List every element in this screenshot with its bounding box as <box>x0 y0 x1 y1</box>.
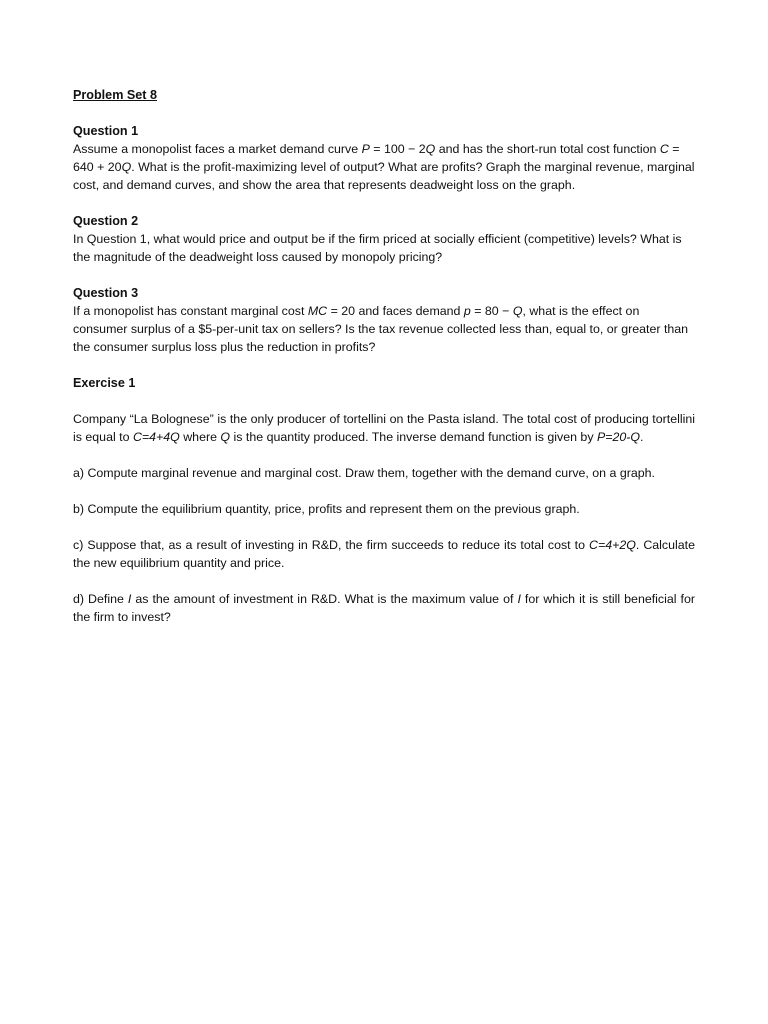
exercise-1-heading: Exercise 1 <box>73 376 136 390</box>
question-1-text: Assume a monopolist faces a market demand curve P = 100 − 2Q and has the short-run total cost function C = 640 + 20Q. What is the profit-maximizing level of output? What are profits? Graph the marginal revenue, marginal cost, and demand curves, and show the area that represents deadweight loss on the graph. <box>73 142 695 192</box>
document-title: Problem Set 8 <box>73 88 157 102</box>
exercise-1-intro: Company “La Bolognese” is the only producer of tortellini on the Pasta island. The total cost of producing tortellini is equal to C=4+4Q where Q is the quantity produced. The inverse demand function is given by P=20-Q. <box>73 412 695 444</box>
question-3-heading: Question 3 <box>73 286 139 300</box>
exercise-1-part-a: a) Compute marginal revenue and marginal cost. Draw them, together with the demand curve, on a graph. <box>73 466 655 480</box>
exercise-1-part-d: d) Define I as the amount of investment in R&D. What is the maximum value of I for which it is still beneficial for the firm to invest? <box>73 592 695 624</box>
exercise-1-part-b: b) Compute the equilibrium quantity, price, profits and represent them on the previous graph. <box>73 502 580 516</box>
document-page <box>73 86 695 644</box>
question-2-text: In Question 1, what would price and output be if the firm priced at socially efficient (competitive) levels? What is the magnitude of the deadweight loss caused by monopoly pricing? <box>73 232 682 264</box>
question-2-heading: Question 2 <box>73 214 139 228</box>
question-1-heading: Question 1 <box>73 124 139 138</box>
question-3-text: If a monopolist has constant marginal cost MC = 20 and faces demand p = 80 − Q, what is the effect on consumer surplus of a $5-per-unit tax on sellers? Is the tax revenue collected less than, equal to, or greater than the consumer surplus loss plus the reduction in profits? <box>73 304 689 354</box>
exercise-1-part-c: c) Suppose that, as a result of investing in R&D, the firm succeeds to reduce its total cost to C=4+2Q. Calculate the new equilibrium quantity and price. <box>73 538 695 570</box>
